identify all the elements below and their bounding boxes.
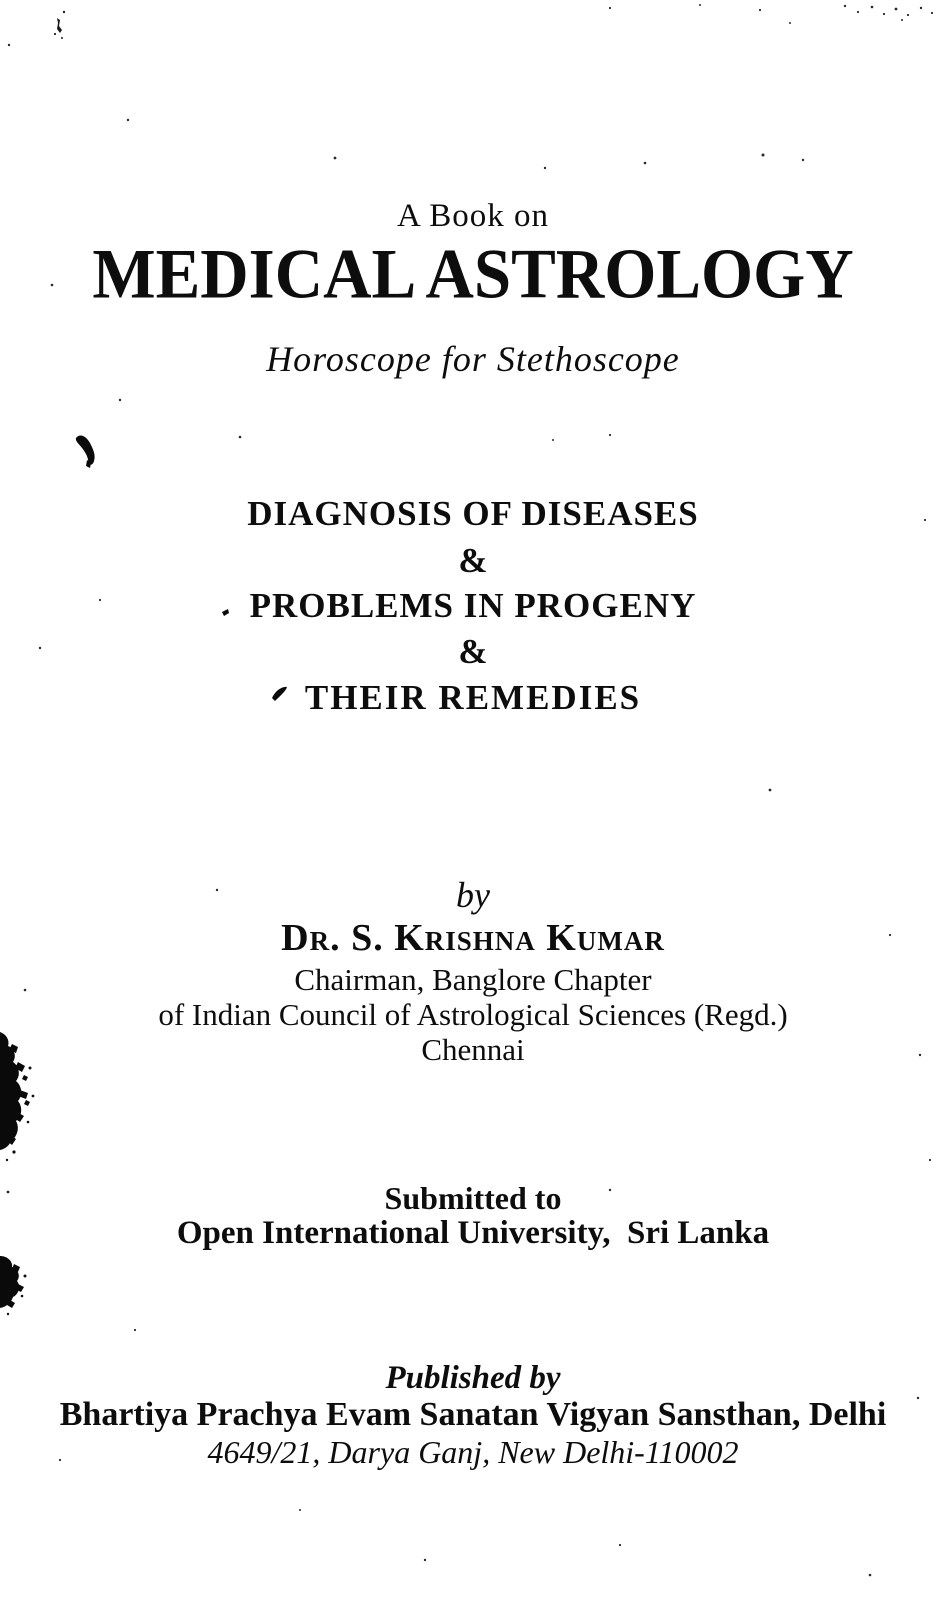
author-name: Dr. S. Krishna Kumar	[281, 917, 665, 959]
subtitle: Horoscope for Stethoscope	[266, 339, 680, 379]
publisher-name: Bhartiya Prachya Evam Sanatan Vigyan Sansthan, Delhi	[59, 1396, 887, 1433]
author-role: Chairman, Banglore Chapter	[294, 962, 652, 997]
submitted-to-label: Submitted to	[384, 1180, 562, 1216]
book-label: A Book on	[396, 198, 550, 234]
author-city: Chennai	[421, 1032, 525, 1067]
topic-remedies: THEIR REMEDIES	[304, 678, 642, 717]
published-by-label: Published by	[385, 1360, 561, 1396]
by-label: by	[456, 875, 490, 915]
ampersand-2: &	[458, 632, 488, 671]
pen-mark-check	[76, 436, 95, 468]
ampersand-1: &	[458, 541, 488, 580]
topic-diagnosis: DIAGNOSIS OF DISEASES	[247, 494, 699, 533]
ink-blob-lower	[0, 1256, 19, 1308]
corner-speck	[57, 18, 62, 33]
submission-institution: Open International University, Sri Lanka	[176, 1215, 770, 1251]
page-title: MEDICAL ASTROLOGY	[92, 234, 854, 314]
publisher-address: 4649/21, Darya Ganj, New Delhi-110002	[207, 1434, 739, 1470]
topic-progeny: PROBLEMS IN PROGENY	[249, 586, 697, 625]
author-organization: of Indian Council of Astrological Sciences (Regd.)	[158, 997, 788, 1032]
